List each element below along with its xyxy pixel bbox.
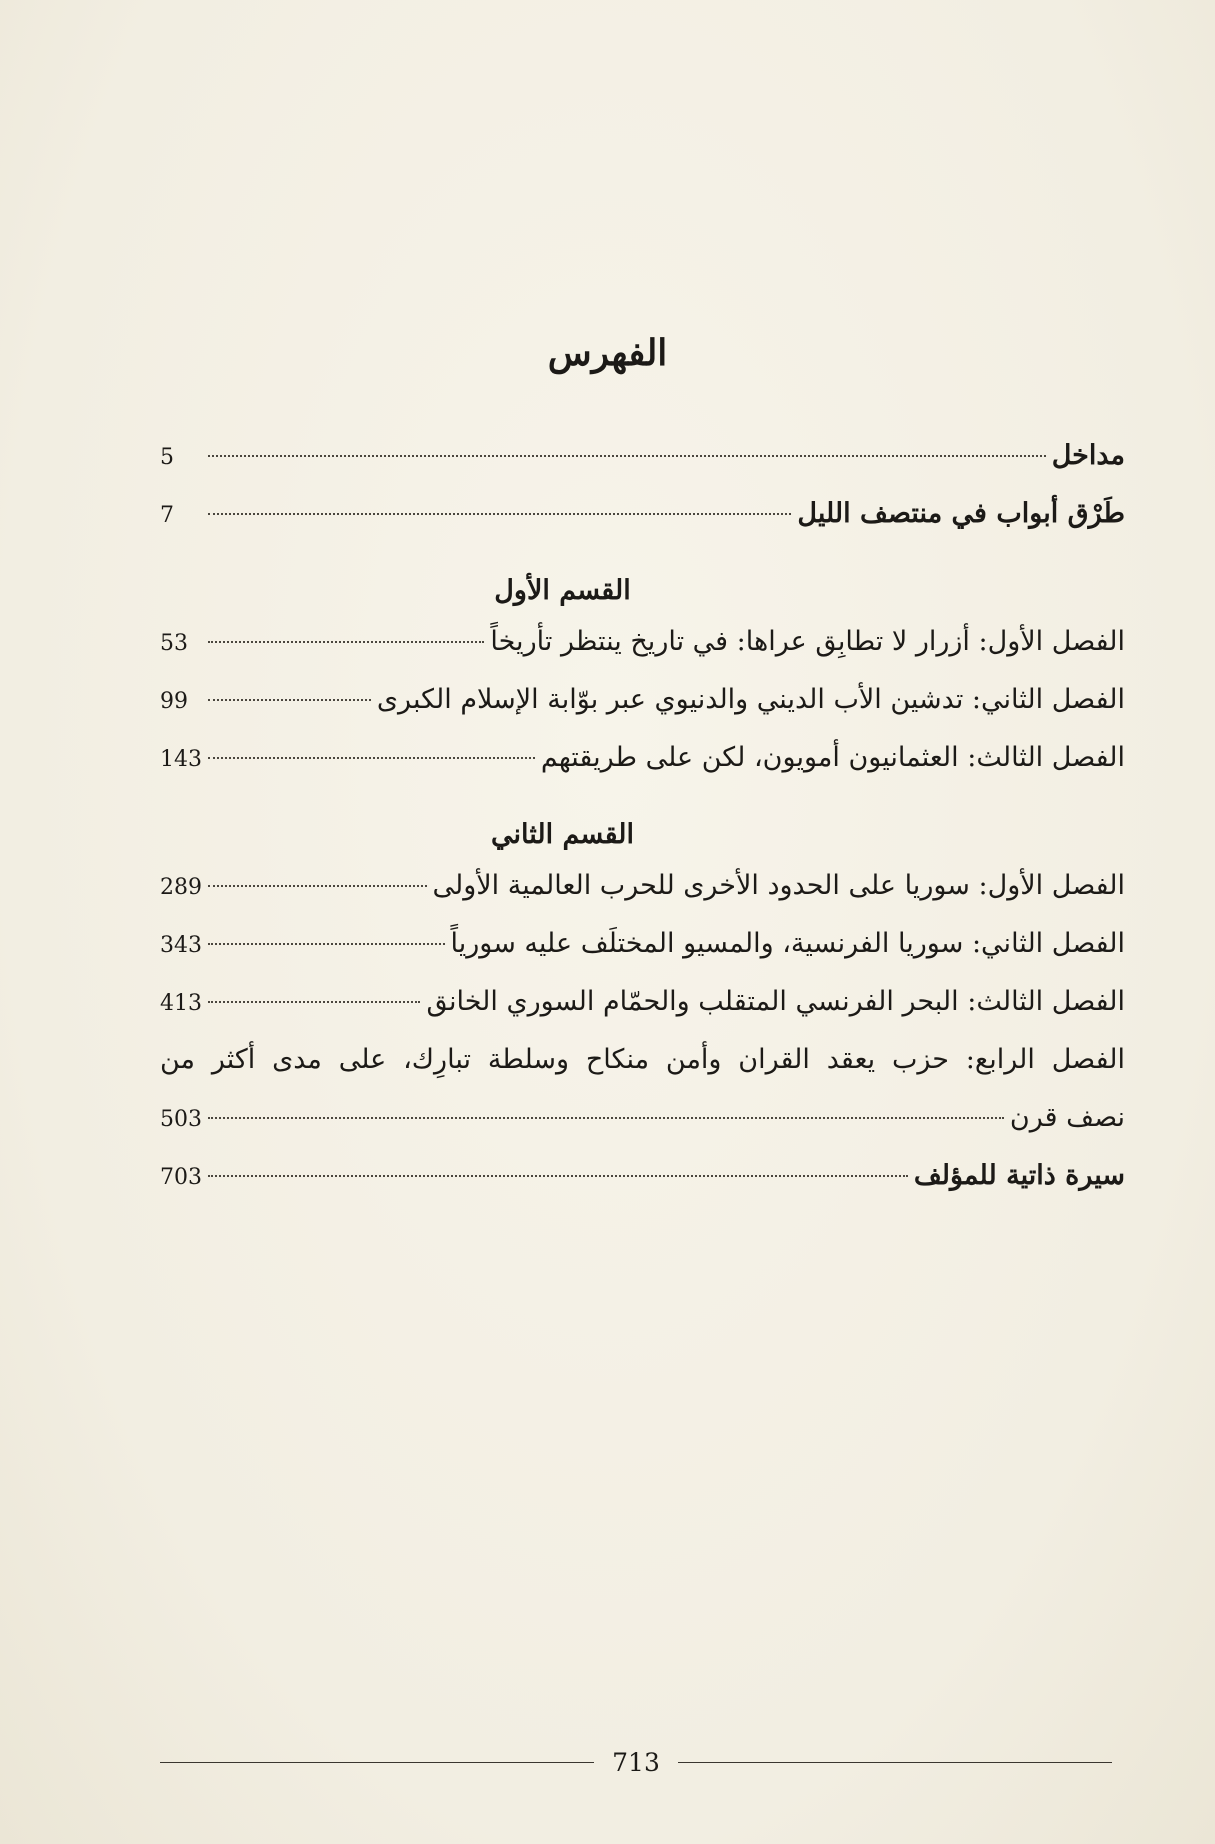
- toc-entry-text: الفصل الأول: سوريا على الحدود الأخرى للحرب العالمية الأولى: [432, 870, 1125, 901]
- toc-entry-text: مداخل: [1051, 440, 1125, 471]
- dot-leader: [208, 757, 535, 759]
- part-two-heading: القسم الثاني: [491, 819, 634, 850]
- toc-entry-text: الفصل الثالث: البحر الفرنسي المتقلب والحمّام السوري الخانق: [426, 986, 1125, 1017]
- toc-page-number: 503: [160, 1107, 202, 1132]
- dot-leader: [208, 455, 1046, 457]
- dot-leader: [208, 513, 791, 515]
- dot-leader: [208, 641, 484, 643]
- toc-page-number: 99: [160, 689, 188, 714]
- dot-leader: [208, 699, 371, 701]
- toc-entry-introductions[interactable]: [160, 440, 1125, 498]
- toc-page-number: 53: [160, 631, 188, 656]
- toc-page-number: 143: [160, 747, 202, 772]
- toc-entry-text: الفصل الثالث: العثمانيون أمويون، لكن على طريقتهم: [540, 742, 1125, 773]
- toc-entry-text: الفصل الأول: أزرار لا تطابِق عراها: في تاريخ ينتظر تأريخاً: [490, 626, 1125, 657]
- dot-leader: [208, 943, 445, 945]
- footer-page-number: 713: [612, 1748, 660, 1777]
- toc-page-number: 5: [160, 445, 174, 470]
- dot-leader: [208, 1117, 1004, 1119]
- footer-rule-left: [160, 1762, 594, 1763]
- toc-page-number: 413: [160, 991, 202, 1016]
- dot-leader: [208, 885, 427, 887]
- toc-entry-part2-ch4-line2[interactable]: [160, 1102, 1125, 1160]
- toc-entry-knocking-doors[interactable]: [160, 498, 1125, 556]
- toc-entry-part2-ch4-line1[interactable]: الفصل الرابع: حزب يعقد القران وأمن منكاح وسلطة تبارِك، على مدى أكثر من: [160, 1044, 1125, 1075]
- toc-entry-author-bio[interactable]: [160, 1160, 1125, 1218]
- page-footer: [160, 1748, 1112, 1777]
- toc-entry-text: الفصل الثاني: تدشين الأب الديني والدنيوي عبر بوّابة الإسلام الكبرى: [376, 684, 1125, 715]
- toc-entry-part2-ch1[interactable]: [160, 870, 1125, 928]
- toc-page-number: 703: [160, 1165, 202, 1190]
- toc-entry-part1-ch2[interactable]: [160, 684, 1125, 742]
- toc-page-number: 289: [160, 875, 202, 900]
- page-title: الفهرس: [547, 332, 668, 374]
- toc-entry-text: الفصل الثاني: سوريا الفرنسية، والمسيو المختلَف عليه سورياً: [450, 928, 1125, 959]
- toc-entry-part2-ch3[interactable]: [160, 986, 1125, 1044]
- toc-entry-part1-ch1[interactable]: [160, 626, 1125, 684]
- footer-rule-right: [678, 1762, 1112, 1763]
- toc-page-number: 7: [160, 503, 174, 528]
- toc-entry-text: نصف قرن: [1009, 1102, 1125, 1133]
- dot-leader: [208, 1001, 420, 1003]
- toc-page-number: 343: [160, 933, 202, 958]
- toc-entry-text: طَرْق أبواب في منتصف الليل: [797, 498, 1125, 529]
- toc-entry-part2-ch2[interactable]: [160, 928, 1125, 986]
- table-of-contents: [160, 440, 1125, 1218]
- toc-entry-part1-ch3[interactable]: [160, 742, 1125, 800]
- toc-entry-text: سيرة ذاتية للمؤلف: [913, 1160, 1125, 1191]
- part-one-heading: القسم الأول: [494, 575, 631, 606]
- dot-leader: [208, 1175, 908, 1177]
